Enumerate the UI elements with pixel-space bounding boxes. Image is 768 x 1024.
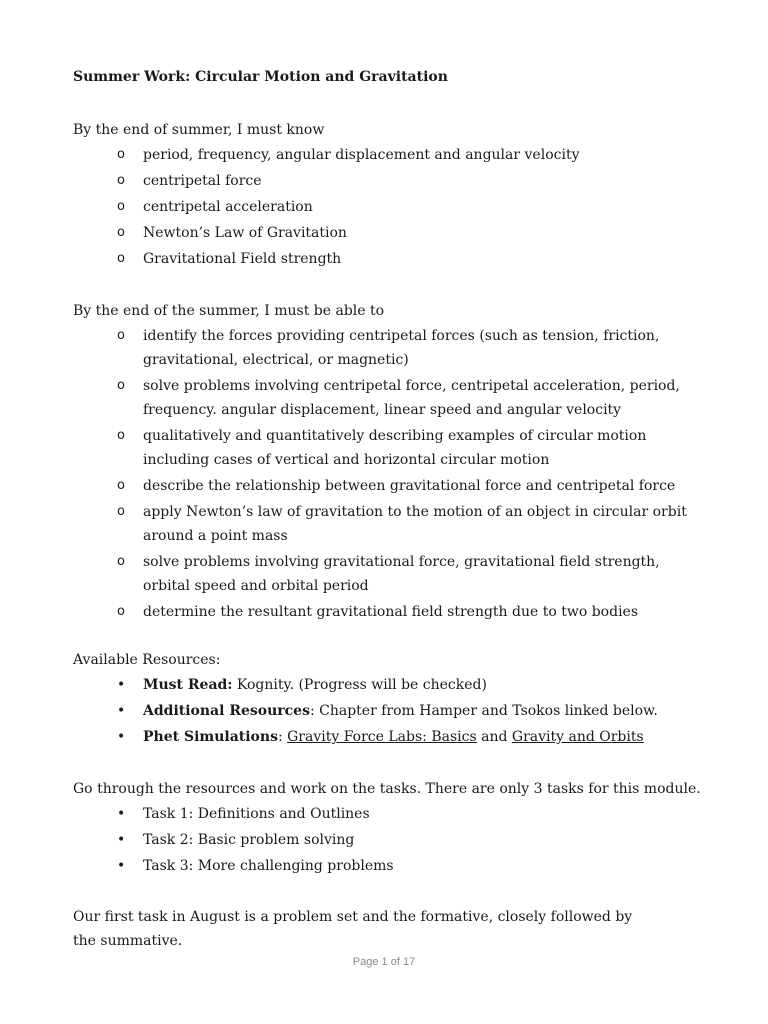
- circle-bullet-icon: o: [117, 328, 125, 343]
- must-read-label: Must Read:: [143, 677, 233, 693]
- bullet-icon: •: [117, 703, 126, 719]
- bullet-icon: •: [117, 677, 126, 693]
- list-item: o determine the resultant gravitational field strength due to two bodies: [117, 600, 707, 624]
- list-item: o qualitatively and quantitatively describing examples of circular motion including cases of vertical and horizontal circular motion: [117, 424, 707, 472]
- circle-bullet-icon: o: [117, 251, 125, 266]
- circle-bullet-icon: o: [117, 199, 125, 214]
- list-item: • Phet Simulations: Gravity Force Labs: Basics and Gravity and Orbits: [117, 725, 707, 749]
- page-number: Page 1 of 17: [352, 956, 416, 968]
- tasks-list: [117, 802, 707, 880]
- circle-bullet-icon: o: [117, 147, 125, 162]
- list-item: o Newton’s Law of Gravitation: [117, 221, 707, 245]
- list-item: o centripetal force: [117, 169, 707, 193]
- resources-list: [117, 673, 707, 751]
- circle-bullet-icon: o: [117, 604, 125, 619]
- bullet-icon: •: [117, 806, 126, 822]
- circle-bullet-icon: o: [117, 428, 125, 443]
- list-item: o solve problems involving gravitational force, gravitational field strength, orbital speed and orbital period: [117, 550, 707, 598]
- circle-bullet-icon: o: [117, 554, 125, 569]
- circle-bullet-icon: o: [117, 225, 125, 240]
- list-item: • Must Read: Kognity. (Progress will be checked): [117, 673, 707, 697]
- circle-bullet-icon: o: [117, 478, 125, 493]
- list-item: o centripetal acceleration: [117, 195, 707, 219]
- closing-paragraph: Our first task in August is a problem set and the formative, closely followed by the summative.: [73, 909, 633, 949]
- additional-resources-label: Additional Resources: [143, 703, 310, 719]
- tasks-intro: Go through the resources and work on the tasks. There are only 3 tasks for this module.: [73, 781, 701, 797]
- resources-intro: Available Resources:: [73, 652, 221, 668]
- gravity-force-labs-link[interactable]: Gravity Force Labs: Basics: [287, 729, 477, 745]
- list-item: o Gravitational Field strength: [117, 247, 707, 271]
- list-item: • Task 3: More challenging problems: [117, 854, 707, 878]
- bullet-icon: •: [117, 729, 126, 745]
- circle-bullet-icon: o: [117, 173, 125, 188]
- list-item: • Task 2: Basic problem solving: [117, 828, 707, 852]
- know-intro: By the end of summer, I must know: [73, 122, 325, 138]
- list-item: • Task 1: Definitions and Outlines: [117, 802, 707, 826]
- list-item: o apply Newton’s law of gravitation to the motion of an object in circular orbit around a point mass: [117, 500, 707, 548]
- list-item: • Additional Resources: Chapter from Hamper and Tsokos linked below.: [117, 699, 707, 723]
- know-list: [117, 143, 707, 273]
- phet-label: Phet Simulations: [143, 729, 278, 745]
- list-item: o solve problems involving centripetal force, centripetal acceleration, period, frequency. angular displacement, linear speed and angular velocity: [117, 374, 707, 422]
- circle-bullet-icon: o: [117, 378, 125, 393]
- gravity-and-orbits-link[interactable]: Gravity and Orbits: [511, 729, 644, 745]
- able-list: [117, 324, 707, 626]
- bullet-icon: •: [117, 832, 126, 848]
- bullet-icon: •: [117, 858, 126, 874]
- list-item: o period, frequency, angular displacement and angular velocity: [117, 143, 707, 167]
- able-intro: By the end of the summer, I must be able to: [73, 303, 385, 319]
- list-item: o identify the forces providing centripetal forces (such as tension, friction, gravitational, electrical, or magnetic): [117, 324, 707, 372]
- list-item: o describe the relationship between gravitational force and centripetal force: [117, 474, 707, 498]
- page-title: Summer Work: Circular Motion and Gravitation: [73, 69, 448, 85]
- circle-bullet-icon: o: [117, 504, 125, 519]
